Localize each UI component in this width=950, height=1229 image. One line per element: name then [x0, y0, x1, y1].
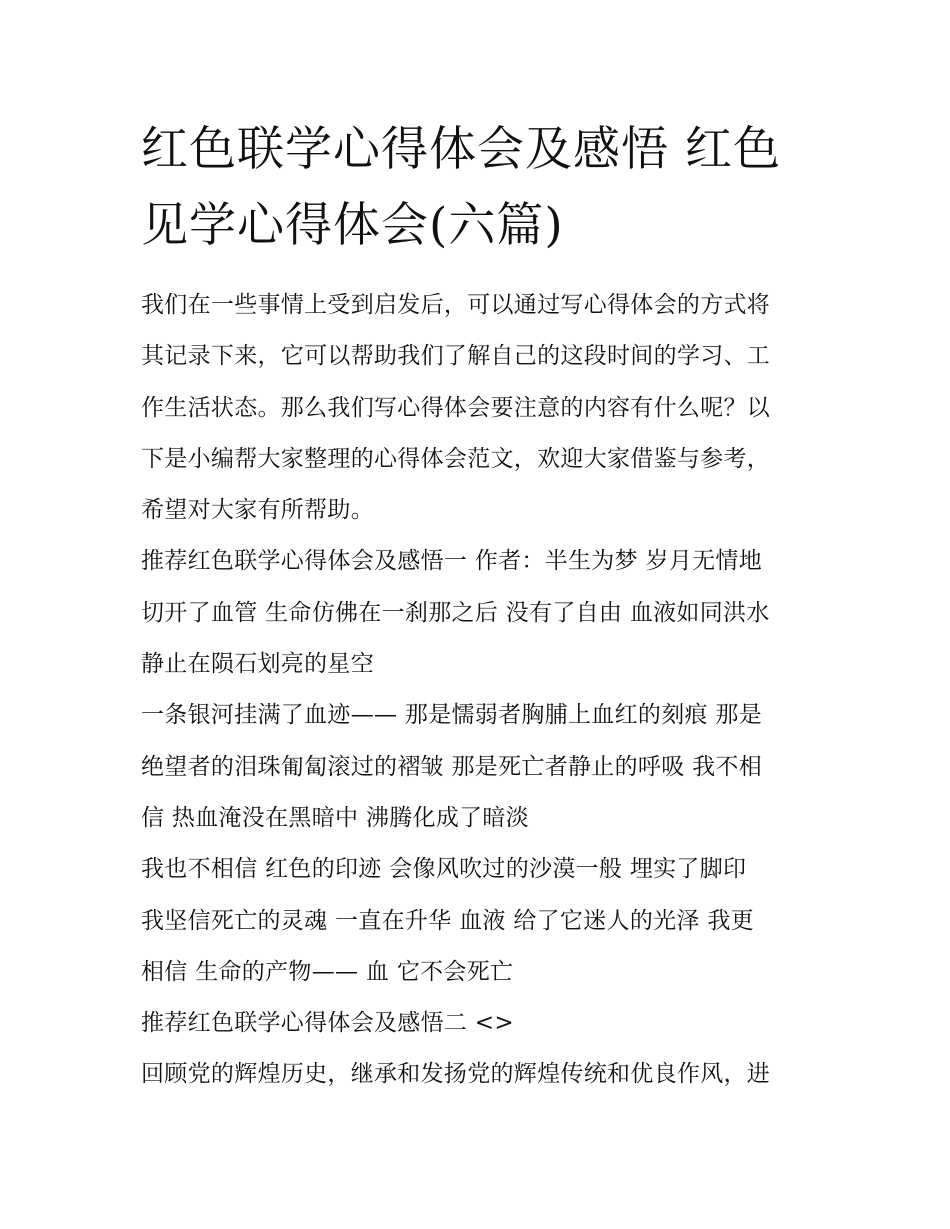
body-line: 推荐红色联学心得体会及感悟一 作者：半生为梦 岁月无情地 [141, 548, 763, 575]
body-line: 信 热血淹没在黑暗中 沸腾化成了暗淡 [141, 804, 530, 831]
body-line: 相信 生命的产物—— 血 它不会死亡 [141, 958, 514, 985]
title-line-2: 见学心得体会(六篇) [141, 198, 564, 253]
body-line: 绝望者的泪珠匍匐滚过的褶皱 那是死亡者静止的呼吸 我不相 [141, 753, 763, 780]
body-line: 推荐红色联学心得体会及感悟二 <> [141, 1010, 514, 1037]
body-line: 我们在一些事情上受到启发后，可以通过写心得体会的方式将 [141, 292, 771, 318]
body-line: 希望对大家有所帮助。 [141, 497, 374, 524]
document-body [141, 280, 821, 1101]
body-line: 静止在陨石划亮的星空 [141, 651, 374, 678]
body-line: 回顾党的辉煌历史，继承和发扬党的辉煌传统和优良作风，进 [141, 1061, 771, 1088]
body-line: 作生活状态。那么我们写心得体会要注意的内容有什么呢？以 [141, 394, 771, 421]
body-line: 我也不相信 红色的印迹 会像风吹过的沙漠一般 埋实了脚印 [141, 856, 747, 883]
document-title [141, 112, 821, 264]
title-line-1: 红色联学心得体会及感悟 红色 [141, 122, 781, 177]
body-line: 一条银河挂满了血迹—— 那是懦弱者胸脯上血红的刻痕 那是 [141, 702, 763, 729]
body-line: 下是小编帮大家整理的心得体会范文，欢迎大家借鉴与参考， [141, 445, 771, 472]
body-line: 其记录下来，它可以帮助我们了解自己的这段时间的学习、工 [141, 343, 771, 370]
body-line: 我坚信死亡的灵魂 一直在升华 血液 给了它迷人的光泽 我更 [141, 907, 754, 934]
body-line: 切开了血管 生命仿佛在一刹那之后 没有了自由 血液如同洪水 [141, 599, 770, 626]
